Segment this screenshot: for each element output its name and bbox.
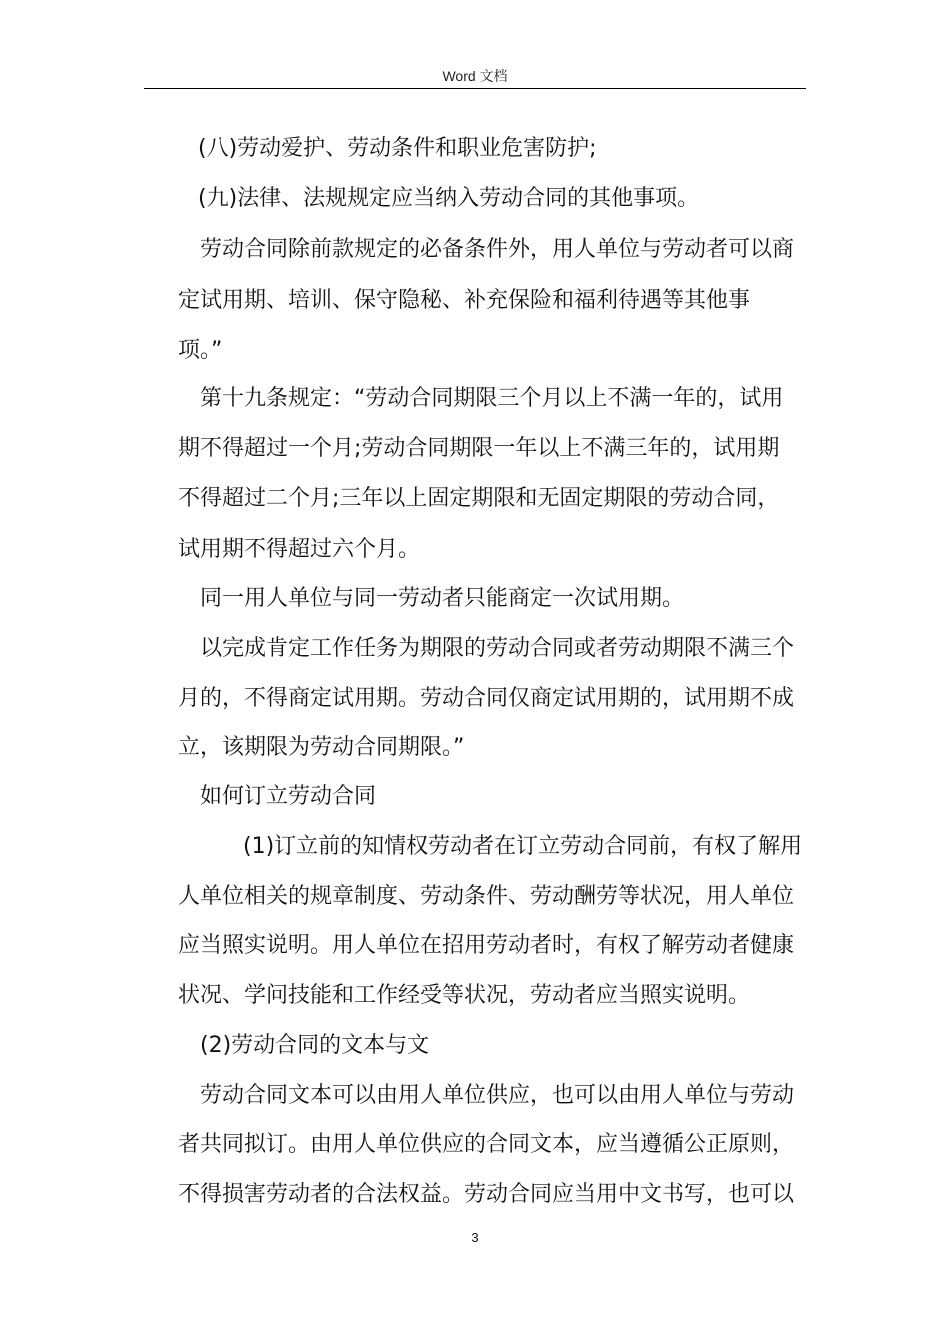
- text-line: 劳动合同除前款规定的必备条件外，用人单位与劳动者可以商: [200, 237, 795, 262]
- text-line: 人单位相关的规章制度、劳动条件、劳动酬劳等状况，用人单位: [178, 884, 795, 909]
- text-line: (八)劳动爱护、劳动条件和职业危害防护;: [198, 136, 597, 161]
- text-line: 月的，不得商定试用期。劳动合同仅商定试用期的，试用期不成: [178, 686, 795, 711]
- text-line: 不得超过二个月;三年以上固定期限和无固定期限的劳动合同，: [178, 486, 780, 511]
- text-line: 第十九条规定：“劳动合同期限三个月以上不满一年的，试用: [200, 386, 784, 411]
- text-line: (九)法律、法规规定应当纳入劳动合同的其他事项。: [198, 186, 700, 211]
- text-line: 项。”: [178, 338, 223, 363]
- text-line: 以完成肯定工作任务为期限的劳动合同或者劳动期限不满三个: [200, 636, 795, 661]
- header-divider: [144, 88, 806, 89]
- text-line: 期不得超过一个月;劳动合同期限一年以上不满三年的，试用期: [178, 436, 780, 461]
- text-line: 者共同拟订。由用人单位供应的合同文本，应当遵循公正原则，: [178, 1132, 795, 1157]
- text-line: 定试用期、培训、保守隐秘、补充保险和福利待遇等其他事: [178, 288, 751, 313]
- text-line: (2)劳动合同的文本与文: [200, 1033, 430, 1058]
- section-heading: 如何订立劳动合同: [200, 784, 377, 809]
- text-line: 立，该期限为劳动合同期限。”: [178, 735, 465, 760]
- text-line: 不得损害劳动者的合法权益。劳动合同应当用中文书写，也可以: [178, 1182, 795, 1207]
- text-line: 劳动合同文本可以由用人单位供应，也可以由用人单位与劳动: [200, 1083, 795, 1108]
- text-line: 应当照实说明。用人单位在招用劳动者时，有权了解劳动者健康: [178, 933, 795, 958]
- text-line: 状况、学问技能和工作经受等状况，劳动者应当照实说明。: [178, 983, 751, 1008]
- text-line: (1)订立前的知情权劳动者在订立劳动合同前，有权了解用: [243, 834, 803, 859]
- text-line: 试用期不得超过六个月。: [178, 537, 421, 562]
- text-line: 同一用人单位与同一劳动者只能商定一次试用期。: [200, 586, 685, 611]
- page-header: Word 文档: [442, 68, 508, 84]
- page-number: 3: [471, 1230, 479, 1245]
